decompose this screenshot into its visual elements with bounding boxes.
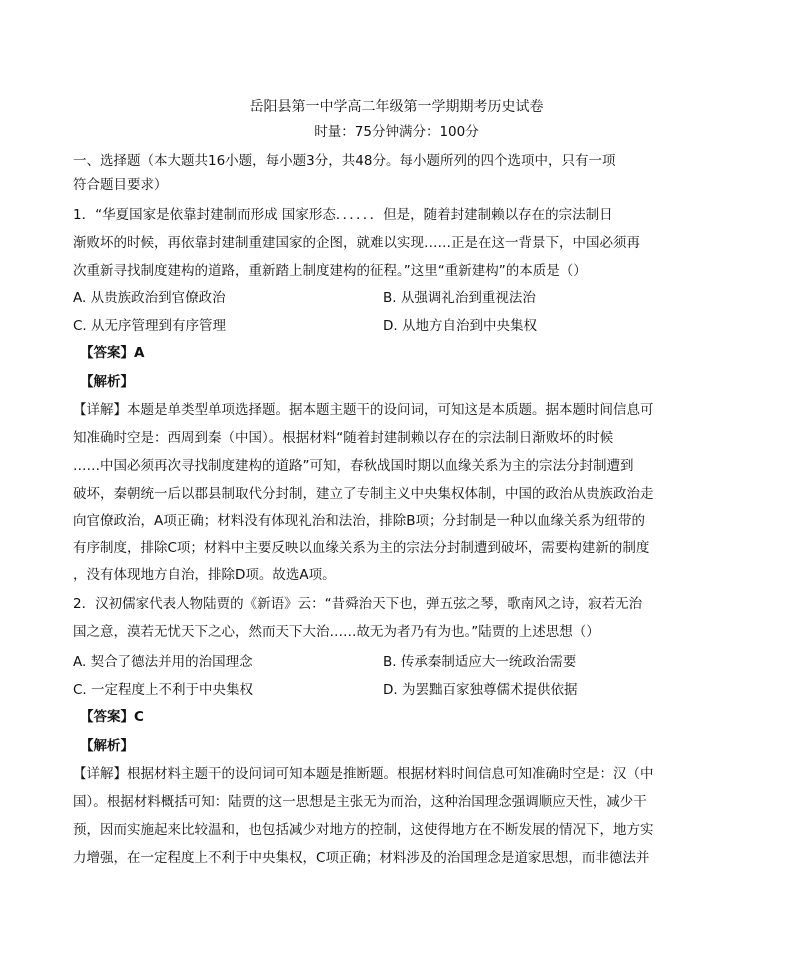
q1-detail-line3: ……中国必须再次寻找制度建构的道路”可知，春秋战国时期以血缘关系为主的宗法分封制遭到 (73, 458, 634, 474)
q2-detail-line4: 力增强，在一定程度上不利于中央集权，C项正确；材料涉及的治国理念是道家思想，而非德法并 (73, 850, 650, 866)
q2-option-a: A. 契合了德法并用的治国理念 (73, 654, 253, 670)
q1-option-a: A. 从贵族政治到官僚政治 (73, 290, 226, 306)
q1-stem-line2: 渐败坏的时候，再依靠封建制重建国家的企图，就难以实现……正是在这一背景下，中国必须再 (73, 235, 640, 251)
q1-stem-line3: 次重新寻找制度建构的道路，重新踏上制度建构的征程。”这里“重新建构”的本质是（） (73, 263, 587, 279)
q1-analysis-label: 【解析】 (80, 374, 134, 390)
exam-title: 岳阳县第一中学高二年级第一学期期考历史试卷 (249, 99, 544, 115)
q1-detail-line2: 知准确时空是：西周到秦（中国）。根据材料“随着封建制赖以存在的宗法制日渐败坏的时候 (73, 430, 614, 446)
q1-detail-line1: 【详解】本题是单类型单项选择题。据本题主题干的设问词，可知这是本质题。据本题时间信息可 (73, 402, 654, 418)
q2-analysis-label: 【解析】 (80, 738, 134, 754)
time-score-line: 时量：75分钟满分：100分 (314, 124, 479, 140)
q1-option-b: B. 从强调礼治到重视法治 (383, 290, 536, 306)
q2-detail-line2: 国）。根据材料概括可知：陆贾的这一思想是主张无为而治，这种治国理念强调顺应天性，减少干 (73, 794, 647, 810)
q2-answer: 【答案】C (80, 709, 144, 725)
q1-option-d: D. 从地方自治到中央集权 (383, 318, 537, 334)
q1-stem-line1: 1．“华夏国家是依靠封建制而形成 国家形态．．．．．．但是，随着封建制赖以存在的宗法制日 (73, 207, 613, 223)
q2-option-b: B. 传承秦制适应大一统政治需要 (383, 654, 577, 670)
q1-detail-line7: ，没有体现地方自治，排除D项。故选A项。 (73, 567, 336, 583)
q1-answer: 【答案】A (80, 345, 145, 361)
q1-detail-line6: 有序制度，排除C项；材料中主要反映以血缘关系为主的宗法分封制遭到破坏，需要构建新的制度 (73, 540, 650, 556)
q1-detail-line5: 向官僚政治，A项正确；材料没有体现礼治和法治，排除B项；分封制是一种以血缘关系为纽带的 (73, 513, 645, 529)
q2-detail-line3: 预，因而实施起来比较温和，也包括减少对地方的控制，这使得地方在不断发展的情况下，地方实 (73, 822, 654, 838)
section-heading-line1: 一、选择题（本大题共16小题，每小题3分，共48分。每小题所列的四个选项中，只有一项 (73, 153, 616, 169)
section-heading-line2: 符合题目要求） (73, 177, 168, 193)
q1-option-c: C. 从无序管理到有序管理 (73, 318, 227, 334)
q2-stem-line2: 国之意，漠若无忧天下之心，然而天下大治……故无为者乃有为也。”陆贾的上述思想（） (73, 624, 600, 640)
q1-detail-line4: 破坏，秦朝统一后以郡县制取代分封制，建立了专制主义中央集权体制，中国的政治从贵族政治走 (73, 486, 654, 502)
q2-option-d: D. 为罢黜百家独尊儒术提供依据 (383, 682, 578, 698)
q2-option-c: C. 一定程度上不利于中央集权 (73, 682, 254, 698)
q2-stem-line1: 2．汉初儒家代表人物陆贾的《新语》云：“昔舜治天下也，弹五弦之琴，歌南风之诗，寂若无治 (73, 596, 643, 612)
q2-detail-line1: 【详解】根据材料主题干的设问词可知本题是推断题。根据材料时间信息可知准确时空是：汉（中 (73, 766, 654, 782)
